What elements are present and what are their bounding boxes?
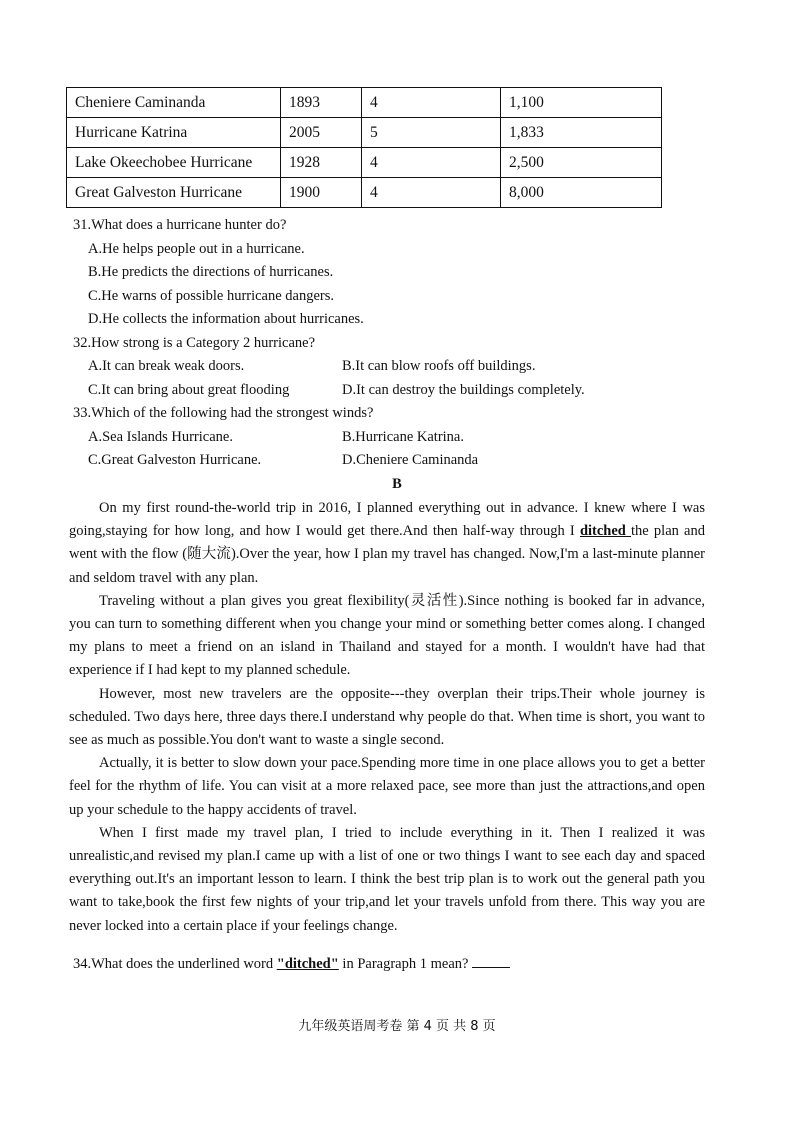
question-33-options-row-2 (73, 449, 733, 473)
question-31-option-a: A.He helps people out in a hurricane. (88, 240, 305, 257)
page-footer: 九年级英语周考卷 第 4 页 共 8 页 (298, 1019, 496, 1034)
passage-paragraph-4: Actually, it is better to slow down your pace.Spending more time in one place allows you to get a better feel for the rhythm of life. You can visit at a more relaxed pace, see more than just the attractions,and open up your schedule to the happy accidents of travel. (69, 755, 705, 818)
passage-paragraph-3: However, most new travelers are the opposite---they overplan their trips.Their whole journey is scheduled. Two days here, three days there.I understand why people do that. When time is short, you want to see as much as possible.You don't want to waste a single second. (69, 685, 705, 749)
table-cell-category: 4 (362, 178, 501, 208)
question-33-options-row-1 (73, 426, 733, 450)
question-32-options-row-1 (73, 355, 733, 379)
table-cell-category: 4 (362, 148, 501, 178)
question-32-options-row-2 (73, 379, 733, 403)
question-block (73, 214, 733, 473)
question-31-stem: 31.What does a hurricane hunter do? (73, 217, 287, 233)
question-32-stem: 32.How strong is a Category 2 hurricane? (73, 334, 316, 351)
paragraph-1-text-end: the plan and went with the flow (随大流).Over the year, how I plan my travel has changed. Now,I'm a last-minute planner and seldom travel with any plan. (69, 523, 705, 586)
question-34-target-word: "ditched" (276, 956, 339, 972)
passage-paragraph-1 (69, 497, 705, 590)
question-31-option-d: D.He collects the information about hurricanes. (88, 311, 364, 327)
table-cell-deaths: 1,833 (501, 118, 662, 148)
table-cell-name: Cheniere Caminanda (67, 88, 281, 118)
table-cell-category: 5 (362, 118, 501, 148)
question-34-stem-end: in Paragraph 1 mean? (338, 956, 469, 972)
question-32-option-b: B.It can blow roofs off buildings. (342, 358, 536, 374)
table-cell-category: 4 (362, 88, 501, 118)
question-34-stem-start: 34.What does the underlined word (73, 956, 277, 972)
question-33-stem: 33.Which of the following had the strongest winds? (73, 405, 374, 421)
question-32-option-d: D.It can destroy the buildings completely. (342, 381, 585, 398)
table-cell-deaths: 8,000 (501, 178, 662, 208)
passage-paragraph-5: When I first made my travel plan, I tried to include everything in it. Then I realized it was unrealistic,and revised my plan.I came up with a list of one or two things I want to see each day and spaced everything out.It's an important lesson to learn. I think the best trip plan is to work out the general path you want to take,book the first few nights of your trip,and let your travels unfold from there. This way you are never locked into a certain place if your feelings change. (69, 824, 705, 934)
table-cell-year: 2005 (281, 118, 362, 148)
table-row (67, 118, 662, 148)
table-cell-year: 1928 (281, 148, 362, 178)
table-cell-deaths: 1,100 (501, 88, 662, 118)
section-heading: B (392, 476, 402, 492)
question-34 (73, 953, 510, 976)
paragraph-1-text-start: On my first round-the-world trip in 2016, I planned everything out in advance. I knew where I was going,staying for how long, and how I would get there.And then half-way through I (69, 500, 705, 540)
reading-passage (69, 497, 705, 938)
hurricane-table (66, 87, 662, 208)
table-cell-year: 1893 (281, 88, 362, 118)
question-33-option-a: A.Sea Islands Hurricane. (88, 428, 233, 445)
table-cell-name: Hurricane Katrina (67, 118, 281, 148)
question-32-option-a: A.It can break weak doors. (88, 358, 245, 374)
table-cell-year: 1900 (281, 178, 362, 208)
table-cell-deaths: 2,500 (501, 148, 662, 178)
table-cell-name: Great Galveston Hurricane (67, 178, 281, 208)
question-33-option-c: C.Great Galveston Hurricane. (88, 452, 262, 468)
underlined-word-ditched: ditched (579, 523, 632, 540)
table-row (67, 178, 662, 208)
answer-blank[interactable] (472, 967, 510, 968)
question-31-option-c: C.He warns of possible hurricane dangers. (88, 287, 335, 304)
table-cell-name: Lake Okeechobee Hurricane (67, 148, 281, 178)
question-33-option-b: B.Hurricane Katrina. (342, 428, 464, 445)
question-31-option-b: B.He predicts the directions of hurricanes. (88, 264, 334, 280)
question-32-option-c: C.It can bring about great flooding (88, 381, 290, 398)
question-33-option-d: D.Cheniere Caminanda (342, 452, 479, 468)
table-row (67, 148, 662, 178)
table-row (67, 88, 662, 118)
passage-paragraph-2: Traveling without a plan gives you great flexibility(灵活性).Since nothing is booked far in advance, you can turn to something different when you change your mind or something better comes along. I changed my plans to meet a friend on an island in Thailand and stayed for a month. I wouldn't have had that experience if I had kept to my planned schedule. (69, 592, 705, 679)
